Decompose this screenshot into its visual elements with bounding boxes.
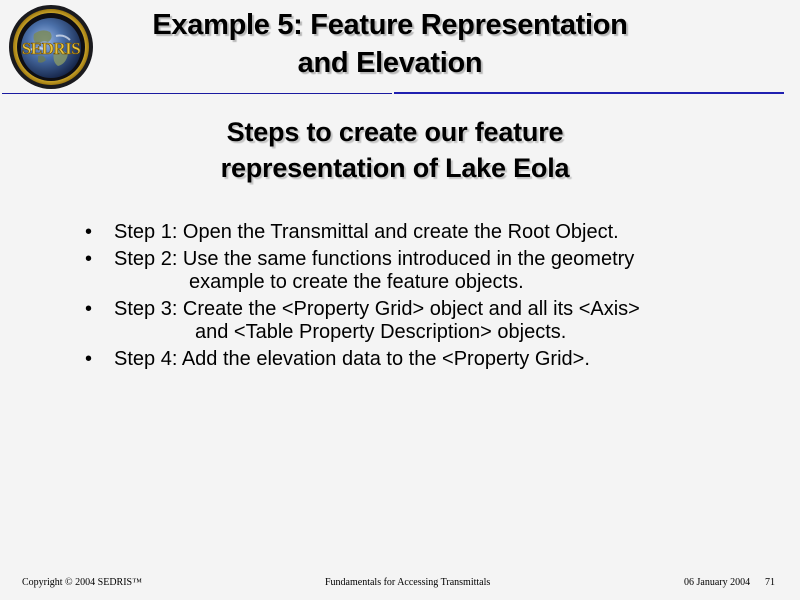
step-item-1 — [82, 221, 742, 244]
slide-title — [100, 6, 680, 82]
steps-list — [82, 221, 742, 375]
slide-subtitle — [150, 114, 640, 186]
slide-subtitle-line1: Steps to create our feature — [226, 117, 564, 147]
footer-page-number: 71 — [765, 577, 775, 588]
step-1-text: Step 1: Open the Transmittal and create the Root Object. — [114, 221, 619, 243]
step-3-text: Step 3: Create the <Property Grid> object and all its <Axis> — [114, 298, 640, 320]
step-item-4 — [82, 348, 742, 371]
bullet-icon: • — [85, 298, 93, 320]
step-item-2 — [82, 248, 742, 294]
title-divider — [2, 92, 784, 95]
step-4-text: Step 4: Add the elevation data to the <Property Grid>. — [114, 348, 590, 370]
step-3-continuation: and <Table Property Description> objects. — [195, 321, 567, 343]
sedris-logo-icon — [8, 4, 94, 90]
slide-title-line2: and Elevation — [297, 47, 483, 79]
footer-date: 06 January 2004 — [684, 577, 751, 588]
bullet-icon: • — [85, 221, 93, 243]
step-2-text: Step 2: Use the same functions introduced in the geometry — [114, 248, 635, 270]
bullet-icon: • — [85, 248, 93, 270]
footer-course-title: Fundamentals for Accessing Transmittals — [325, 577, 491, 588]
step-item-3 — [82, 298, 742, 344]
slide-title-line1: Example 5: Feature Representation — [152, 9, 628, 41]
svg-text:SEDRIS: SEDRIS — [21, 39, 81, 58]
bullet-icon: • — [85, 348, 93, 370]
slide-subtitle-line2: representation of Lake Eola — [220, 153, 570, 183]
step-2-continuation: example to create the feature objects. — [189, 271, 524, 293]
footer-copyright: Copyright © 2004 SEDRIS™ — [22, 577, 142, 588]
